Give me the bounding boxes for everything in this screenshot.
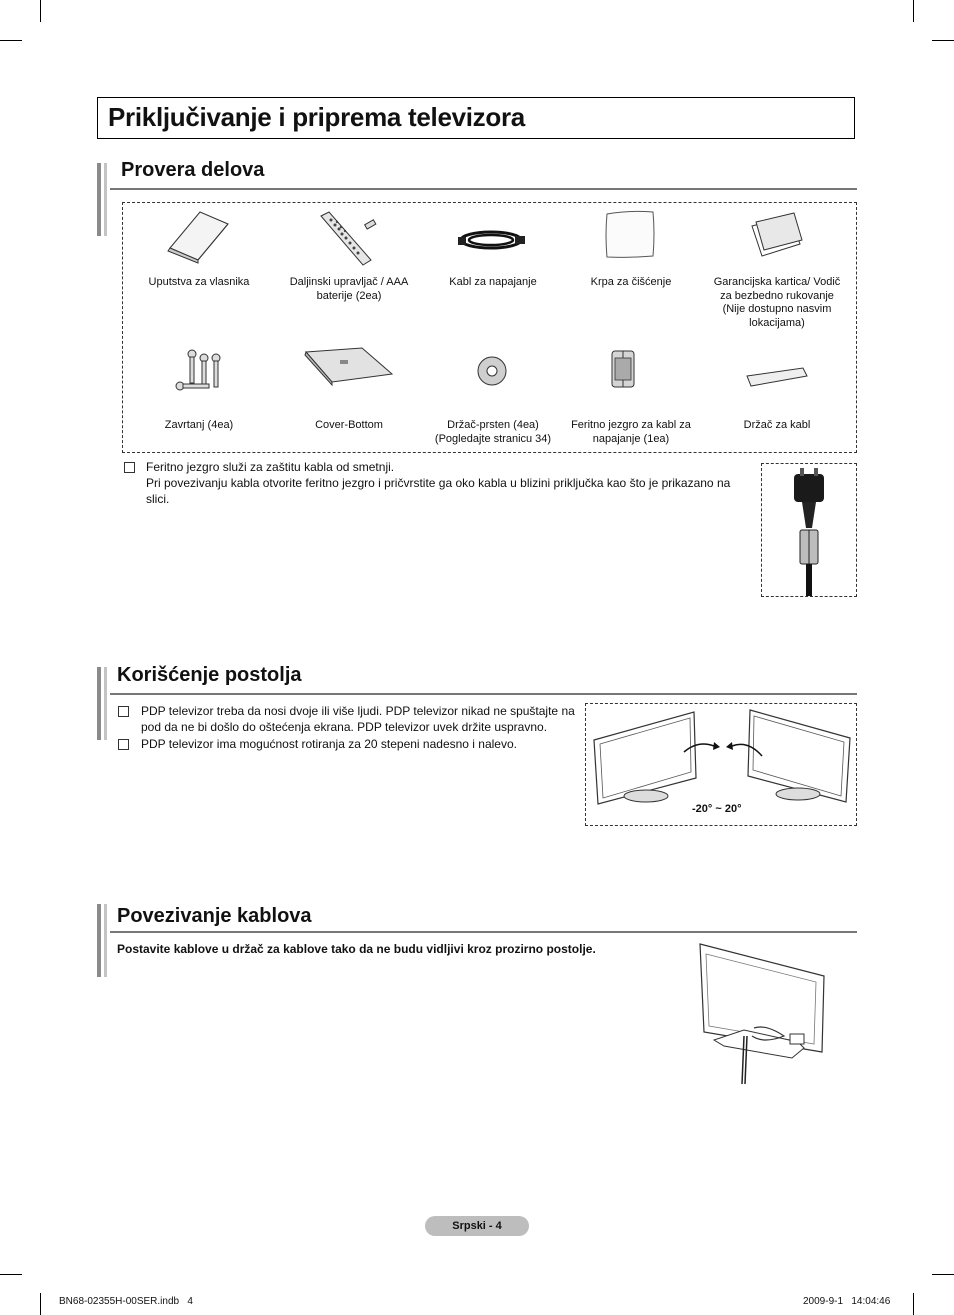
note-stand-carry: PDP televizor treba da nosi dvoje ili više ljudi. PDP televizor nikad ne spuštajte na pod da ne bi došlo do oštećenja ekrana. PDP televizor uvek držite uspravno. xyxy=(141,704,575,734)
section-marker xyxy=(104,163,107,236)
crop-mark xyxy=(913,0,914,22)
section-title-stand: Korišćenje postolja xyxy=(117,664,302,686)
section-marker xyxy=(97,667,101,740)
part-label-warranty: Garancijska kartica/ Vodič za bezbedno rukovanje (Nije dostupno nasvim lokacijama) xyxy=(713,276,841,329)
crop-mark xyxy=(913,1293,914,1315)
manual-icon xyxy=(162,208,234,264)
remote-icon xyxy=(315,208,385,268)
crop-mark xyxy=(0,40,22,41)
page-number-badge: Srpski - 4 xyxy=(425,1216,529,1236)
ferrite-cable-illustration xyxy=(780,468,840,596)
note-icon xyxy=(118,706,129,717)
section-marker xyxy=(97,904,101,977)
page-title-box xyxy=(97,97,855,139)
cloth-icon xyxy=(603,208,657,260)
part-label-power-cable: Kabl za napajanje xyxy=(449,276,537,288)
tv-back-cable-illustration xyxy=(694,940,828,1086)
part-label-holder-ring: Držač-prsten (4ea) (Pogledajte stranicu 34) xyxy=(434,419,552,445)
part-label-screw: Zavrtanj (4ea) xyxy=(164,419,234,431)
section-title-cables: Povezivanje kablova xyxy=(117,905,312,927)
section-rule xyxy=(110,931,857,933)
part-label-cable-holder: Držač za kabl xyxy=(743,419,811,431)
tv-rotation-illustration xyxy=(590,706,854,806)
crop-mark xyxy=(0,1274,22,1275)
footer-file-name: BN68-02355H-00SER.indb 4 xyxy=(59,1296,193,1307)
cable-holder-icon xyxy=(745,366,809,388)
ferrite-core-icon xyxy=(608,348,638,390)
screw-icon xyxy=(172,348,232,396)
part-label-cloth: Krpa za čišćenje xyxy=(590,276,672,288)
part-label-cover-bottom: Cover-Bottom xyxy=(315,419,383,431)
section-rule xyxy=(110,693,857,695)
part-label-ferrite-core: Feritno jezgro za kabl za napajanje (1ea) xyxy=(571,419,691,445)
crop-mark xyxy=(932,1274,954,1275)
section-marker xyxy=(104,667,107,740)
section-rule xyxy=(110,188,857,190)
crop-mark xyxy=(932,40,954,41)
section-title-parts: Provera delova xyxy=(121,159,265,181)
warranty-card-icon xyxy=(750,212,806,258)
part-label-remote: Daljinski upravljač / AAA baterije (2ea) xyxy=(289,276,409,302)
section-marker xyxy=(104,904,107,977)
part-label-manual: Uputstva za vlasnika xyxy=(148,276,250,288)
note-ferrite-2: Pri povezivanju kabla otvorite feritno jezgro i pričvrstite ga oko kabla u blizini priključka kao što je prikazano na slici. xyxy=(146,476,731,506)
note-icon xyxy=(118,739,129,750)
footer-timestamp: 2009-9-1 14:04:46 xyxy=(803,1296,891,1307)
page-title: Priključivanje i priprema televizora xyxy=(108,102,525,132)
crop-mark xyxy=(40,1293,41,1315)
note-stand-rotate: PDP televizor ima mogućnost rotiranja za 20 stepeni nadesno i nalevo. xyxy=(141,737,517,751)
note-icon xyxy=(124,462,135,473)
crop-mark xyxy=(40,0,41,22)
rotation-label: -20° ~ 20° xyxy=(692,803,742,815)
cover-bottom-icon xyxy=(302,346,394,386)
section-marker xyxy=(97,163,101,236)
cables-instruction: Postavite kablove u držač za kablove tako da ne budu vidljivi kroz prozirno postolje. xyxy=(117,942,596,956)
note-ferrite-1: Feritno jezgro služi za zaštitu kabla od smetnji. xyxy=(146,460,395,474)
holder-ring-icon xyxy=(474,355,510,387)
power-cable-icon xyxy=(455,222,527,256)
